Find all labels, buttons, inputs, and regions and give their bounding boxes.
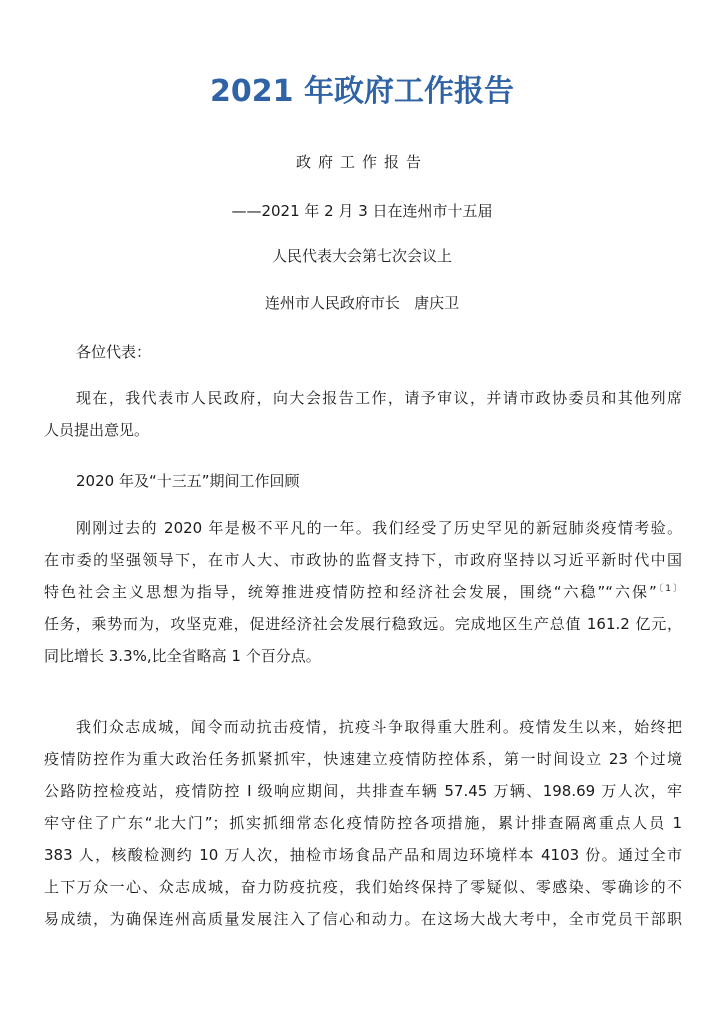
epidemic-line-6: 上下万众一心、众志成城，奋力防疫抗疫，我们始终保持了零疑似、零感染、零确诊的不 <box>44 878 682 896</box>
speaker-line: 连州市人民政府市长 唐庆卫 <box>264 294 460 312</box>
intro-line-2: 人员提出意见。 <box>44 421 150 439</box>
review-line-3 <box>44 576 682 608</box>
review-paragraph <box>44 512 682 672</box>
review-line-3-text: 特色社会主义思想为指导，统筹推进疫情防控和经济社会发展，围绕“六稳”“六保” <box>44 583 657 601</box>
review-line-2: 在市委的坚强领导下，在市人大、市政协的监督支持下，市政府坚持以习近平新时代中国 <box>44 551 682 569</box>
date-line: ——2021 年 2 月 3 日在连州市十五届 <box>231 202 493 220</box>
intro-line-1: 现在，我代表市人民政府，向大会报告工作，请予审议，并请市政协委员和其他列席 <box>76 389 682 407</box>
review-line-5: 同比增长 3.3%,比全省略高 1 个百分点。 <box>44 647 321 665</box>
epidemic-line-1: 我们众志成城，闻令而动抗击疫情，抗疫斗争取得重大胜利。疫情发生以来，始终把 <box>76 718 682 736</box>
epidemic-line-2: 疫情防控作为重大政治任务抓紧抓牢，快速建立疫情防控体系，第一时间设立 23 个过境 <box>44 750 682 768</box>
review-line-1: 刚刚过去的 2020 年是极不平凡的一年。我们经受了历史罕见的新冠肺炎疫情考验。 <box>76 519 682 537</box>
review-line-4: 任务，乘势而为，攻坚克难，促进经济社会发展行稳致远。完成地区生产总值 161.2 亿元， <box>44 615 682 633</box>
salutation: 各位代表： <box>76 343 152 361</box>
epidemic-line-7: 易成绩，为确保连州高质量发展注入了信心和动力。在这场大战大考中，全市党员干部职 <box>44 910 682 928</box>
intro-paragraph <box>44 382 682 446</box>
epidemic-line-5: 383 人，核酸检测约 10 万人次，抽检市场食品产品和周边环境样本 4103 份。通过全市 <box>44 846 682 864</box>
report-subtitle: 政府工作报告 <box>295 153 428 171</box>
salutation-paragraph <box>44 336 682 368</box>
epidemic-paragraph <box>44 711 682 935</box>
epidemic-line-4: 牢守住了广东“北大门”；抓实抓细常态化疫情防控各项措施，累计排查隔离重点人员 1 <box>44 814 682 832</box>
section-heading-paragraph <box>44 465 682 497</box>
footnote-mark: 〔1〕 <box>656 584 682 594</box>
section-heading: 2020 年及“十三五”期间工作回顾 <box>76 472 300 490</box>
epidemic-line-3: 公路防控检疫站，疫情防控 I 级响应期间，共排查车辆 57.45 万辆、198.69 万人次，牢 <box>44 782 682 800</box>
report-title: 2021 年政府工作报告 <box>210 74 514 109</box>
meeting-line: 人民代表大会第七次会议上 <box>271 247 452 265</box>
